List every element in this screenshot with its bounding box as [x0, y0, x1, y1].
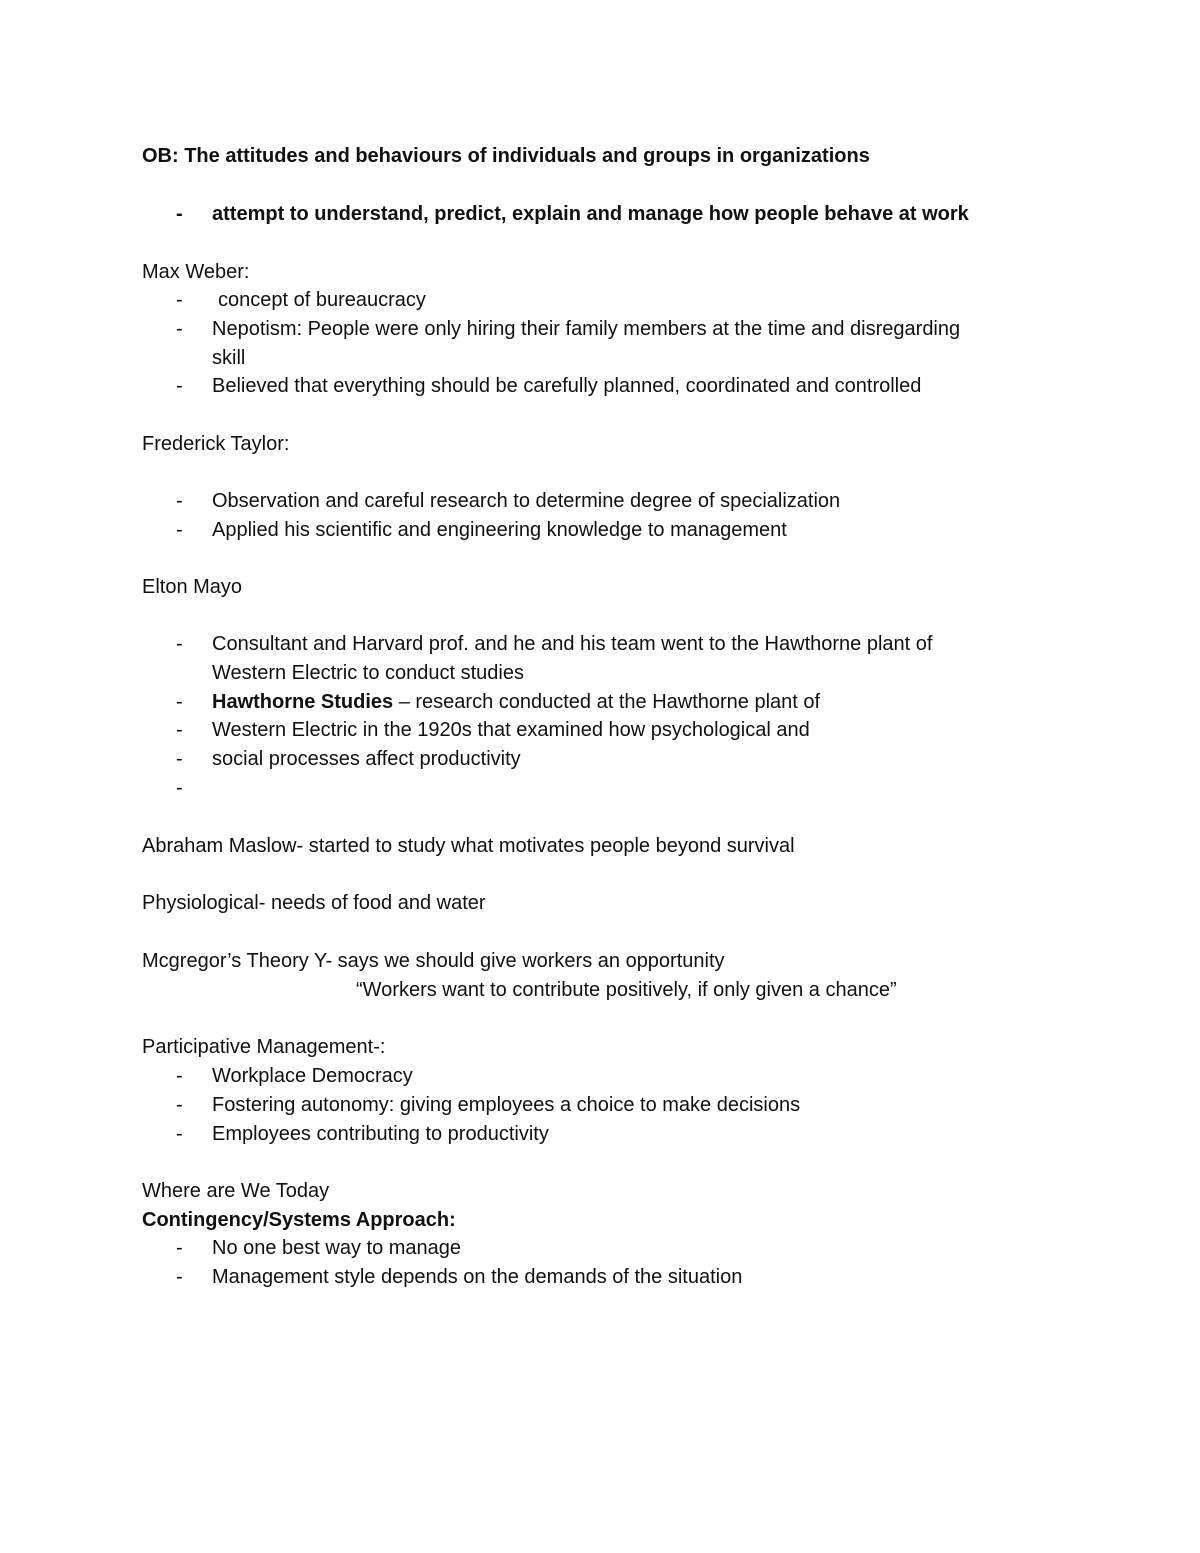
mcgregor-line: Mcgregor’s Theory Y- says we should give workers an opportunity [142, 950, 725, 972]
bullet-marker: - [176, 375, 183, 397]
maslow-line: Abraham Maslow- started to study what motivates people beyond survival [142, 835, 795, 857]
bullet-marker: - [176, 633, 183, 655]
weber-bullet-2-line-1: Nepotism: People were only hiring their family members at the time and disregarding [212, 318, 961, 340]
weber-bullet-1: concept of bureaucracy [218, 289, 426, 311]
contingency-heading: Contingency/Systems Approach: [142, 1209, 456, 1231]
weber-bullet-2-line-2: skill [212, 347, 246, 369]
mayo-bullet-4: social processes affect productivity [212, 748, 521, 770]
bullet-marker: - [176, 1094, 183, 1116]
bullet-marker-empty: - [176, 777, 183, 799]
bullet-marker: - [176, 318, 183, 340]
bullet-marker: - [176, 748, 183, 770]
participative-heading: Participative Management-: [142, 1036, 386, 1058]
mayo-bullet-3: Western Electric in the 1920s that examined how psychological and [212, 719, 810, 741]
ob-heading: OB: The attitudes and behaviours of individuals and groups in organizations [142, 145, 870, 167]
mayo-bullet-2 [212, 688, 820, 716]
today-bullet-2: Management style depends on the demands of the situation [212, 1266, 743, 1288]
weber-heading: Max Weber: [142, 261, 250, 283]
bullet-marker: - [176, 519, 183, 541]
participative-bullet-3: Employees contributing to productivity [212, 1123, 549, 1145]
today-bullet-1: No one best way to manage [212, 1237, 462, 1259]
physiological-line: Physiological- needs of food and water [142, 892, 486, 914]
mcgregor-quote: “Workers want to contribute positively, if only given a chance” [356, 979, 897, 1001]
weber-bullet-3: Believed that everything should be carefully planned, coordinated and controlled [212, 375, 922, 397]
mayo-bullet-1-line-2: Western Electric to conduct studies [212, 662, 524, 684]
today-heading: Where are We Today [142, 1180, 330, 1202]
taylor-bullet-1: Observation and careful research to determine degree of specialization [212, 490, 841, 512]
bullet-marker: - [176, 1123, 183, 1145]
mayo-heading: Elton Mayo [142, 576, 243, 598]
bullet-marker: - [176, 719, 183, 741]
taylor-bullet-2: Applied his scientific and engineering knowledge to management [212, 519, 787, 541]
bullet-marker: - [176, 1237, 183, 1259]
bullet-marker: - [176, 490, 183, 512]
participative-bullet-1: Workplace Democracy [212, 1065, 413, 1087]
ob-bullet: attempt to understand, predict, explain and manage how people behave at work [212, 203, 969, 225]
mayo-bullet-1-line-1: Consultant and Harvard prof. and he and his team went to the Hawthorne plant of [212, 633, 933, 655]
bullet-marker: - [176, 1065, 183, 1087]
taylor-heading: Frederick Taylor: [142, 433, 290, 455]
participative-bullet-2: Fostering autonomy: giving employees a choice to make decisions [212, 1094, 801, 1116]
bullet-marker: - [176, 691, 183, 713]
bullet-marker: - [176, 289, 183, 311]
hawthorne-studies-definition: – research conducted at the Hawthorne plant of [393, 691, 821, 713]
bullet-marker: - [176, 203, 183, 225]
hawthorne-studies-term: Hawthorne Studies [212, 691, 394, 713]
bullet-marker: - [176, 1266, 183, 1288]
